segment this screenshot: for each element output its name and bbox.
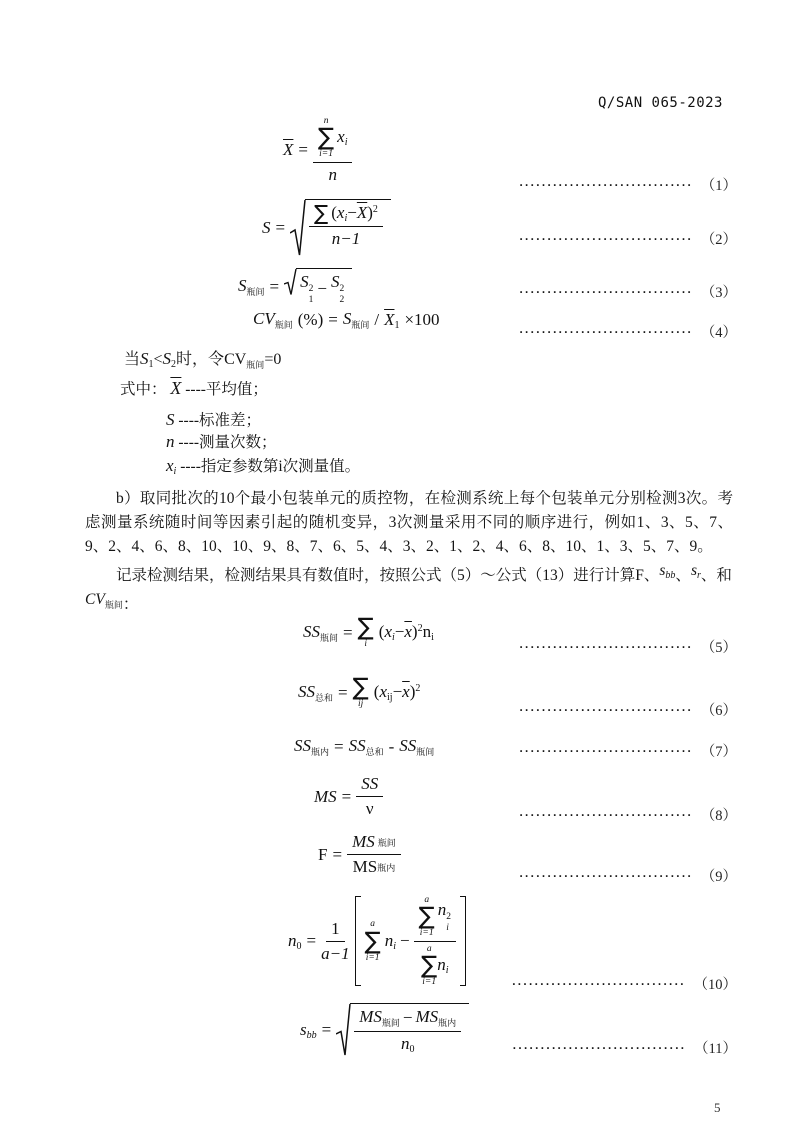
dotted-leader: ······························· xyxy=(519,639,693,654)
less-than: < xyxy=(153,351,163,368)
s-between-symbol: $S_{瓶间}$ xyxy=(342,309,370,330)
fraction xyxy=(313,116,353,185)
dotted-leader: ······························· xyxy=(519,868,693,883)
ss-between-symbol: $SS_{瓶间}$ xyxy=(303,621,339,643)
eq-ref-10 xyxy=(512,973,737,994)
sum-lower-limit: i=1 xyxy=(419,928,434,939)
sum-lower-limit: i=1 xyxy=(365,952,380,963)
sum-upper-limit: n xyxy=(323,116,329,126)
sigma-glyph: ∑ xyxy=(357,613,374,641)
eq-ref-9 xyxy=(519,865,737,886)
sum-lower-limit: i=1 xyxy=(422,976,437,987)
xbar1-symbol: $\overline{X}_1$ xyxy=(384,309,400,331)
square-root xyxy=(284,268,352,306)
eq-number-10: （10） xyxy=(693,977,737,993)
squared-deviation: $(x_{ij}-\overline{x})^2$ xyxy=(373,682,421,704)
equals-sign: = xyxy=(334,737,344,756)
formula-sd xyxy=(262,199,391,257)
summation-symbol xyxy=(357,613,374,649)
minus-sign: − xyxy=(402,1008,413,1027)
n-i-squared: n 2 i xyxy=(437,899,452,933)
n0-symbol: $n_0$ xyxy=(288,930,302,952)
squared-deviation-ni: $(x_i-\overline{x})^2n_i$ xyxy=(378,622,434,644)
equals-sign: = xyxy=(306,931,317,951)
denominator-a-1: a−1 xyxy=(321,943,350,963)
text: =0 xyxy=(264,351,282,368)
equals-sign: = xyxy=(321,1020,332,1039)
s-symbol: S xyxy=(166,410,175,429)
xi-description: ----指定参数第i次测量值。 xyxy=(180,458,361,475)
sum-upper-limit: a xyxy=(424,895,430,905)
eq-ref-8 xyxy=(519,804,737,825)
s-description: ----标准差； xyxy=(178,412,262,429)
formula-cv-between xyxy=(253,309,440,331)
eq-ref-3 xyxy=(519,281,737,302)
paragraph-b: b）取同批次的10个最小包装单元的质控物，在检测系统上每个包装单元分别检测3次。考虑测量系统随时间等因素引起的随机变异，3次测量采用不同的顺序进行，例如1、3、5、7、9、2、4、6、8、10、10、9、8、7、6、5、4、3、2、1、2、4、6、8、10、1、3、5、7、9。 xyxy=(85,490,733,555)
sum-upper-limit: a xyxy=(370,919,376,930)
equals-sign: = xyxy=(332,844,343,864)
xbar-symbol: $\overline{X}$ xyxy=(283,140,294,160)
eq-ref-1 xyxy=(519,174,737,195)
equals-sign: = xyxy=(343,622,353,642)
equals-sign: = xyxy=(328,310,338,329)
ms-between-symbol: $MS_{瓶间}$ xyxy=(359,1007,400,1028)
eq-number-6: （6） xyxy=(700,703,737,719)
ss-total-symbol: $SS_{总和}$ xyxy=(348,736,384,757)
dotted-leader: ······························· xyxy=(519,702,693,717)
fraction xyxy=(414,895,456,987)
percent-label: (%) xyxy=(297,310,324,329)
text: ： xyxy=(122,596,139,613)
cv-symbol: CV xyxy=(224,351,247,368)
fraction xyxy=(321,919,349,964)
sbb-symbol: $s_{bb}$ xyxy=(659,562,676,581)
dotted-leader: ······························· xyxy=(511,976,686,991)
eq-number-2: （2） xyxy=(700,232,737,248)
right-bracket xyxy=(460,896,466,986)
eq-number-5: （5） xyxy=(700,640,737,656)
squared-deviation: $(x_i-\overline{X})^2$ xyxy=(331,203,378,224)
ss-within-symbol: $SS_{瓶内}$ xyxy=(294,736,330,757)
dotted-leader: ······························· xyxy=(519,743,693,758)
divide-sign: / xyxy=(374,310,380,329)
paragraph-record xyxy=(85,564,750,622)
dotted-leader: ······························· xyxy=(519,231,693,246)
n-description: ----测量次数； xyxy=(178,434,277,451)
sum-lower-limit: i=1 xyxy=(319,149,333,160)
where-line-s xyxy=(166,408,261,430)
ss-total-symbol: $SS_{总和}$ xyxy=(298,681,334,703)
s2-symbol: S xyxy=(162,349,172,368)
eq-ref-6 xyxy=(519,699,737,720)
cv-between-symbol: $CV_{瓶间}$ xyxy=(253,309,293,330)
formula-s-between xyxy=(238,268,352,306)
eq-number-1: （1） xyxy=(700,178,737,194)
s1-squared: S 2 1 xyxy=(300,272,314,305)
where-line-xbar xyxy=(120,377,268,399)
fraction xyxy=(347,832,401,877)
text: 、和 xyxy=(700,567,732,584)
cv-between-symbol: $CV_{瓶间}$ xyxy=(85,591,123,610)
x-sub-i: $x_i$ xyxy=(337,127,348,149)
square-root xyxy=(336,1003,469,1057)
where-line-xi: $x_i$ ----指定参数第i次测量值。 xyxy=(166,456,361,477)
eq-number-9: （9） xyxy=(700,869,737,885)
summation-symbol xyxy=(352,673,369,709)
sigma-glyph: ∑ xyxy=(364,926,381,955)
text: 记录检测结果，检测结果具有数值时，按照公式（5）～公式（13）进行计算F、 xyxy=(116,567,660,584)
dotted-leader: ······························· xyxy=(519,807,693,822)
eq-number-11: （11） xyxy=(694,1041,737,1057)
condition-line: 当$S_1<S_2$时，令$CV_{瓶间}=0$ xyxy=(124,349,282,370)
document-code: Q/SAN 065-2023 xyxy=(597,95,723,111)
summation-symbol xyxy=(365,919,381,963)
minus-sign: − xyxy=(317,278,327,298)
n-symbol: n xyxy=(166,432,175,451)
numerator-1: 1 xyxy=(326,919,345,942)
formula-ss-within xyxy=(294,736,434,758)
radical-sign xyxy=(336,1003,351,1057)
dotted-leader: ······························· xyxy=(512,1040,687,1055)
text: 时，令 xyxy=(176,351,225,368)
text: 、 xyxy=(675,567,691,584)
s-between-symbol: $S_{瓶间}$ xyxy=(238,275,265,297)
sum-lower-limit: ij xyxy=(358,698,364,709)
times-100: ×100 xyxy=(404,310,440,329)
summation-symbol xyxy=(421,944,437,988)
text: 当 xyxy=(124,351,141,368)
xi-symbol: x xyxy=(166,456,174,475)
s-symbol: S xyxy=(262,218,271,237)
eq-ref-11 xyxy=(512,1037,737,1058)
eq-ref-7 xyxy=(519,740,737,761)
bracket-group xyxy=(355,895,466,987)
denominator-n-1: n−1 xyxy=(331,229,361,248)
eq-ref-5 xyxy=(519,636,737,657)
page-number: 5 xyxy=(714,1100,721,1115)
equals-sign: = xyxy=(269,276,280,296)
sbb-symbol: $s_{bb}$ xyxy=(300,1019,317,1041)
denominator-nu: ν xyxy=(365,799,374,818)
formula-ss-between xyxy=(303,613,434,649)
equals-sign: = xyxy=(338,682,348,702)
where-label: 式中： xyxy=(120,381,167,398)
n0-symbol: $n_0$ xyxy=(400,1034,415,1055)
eq-number-8: （8） xyxy=(700,808,737,824)
eq-ref-4 xyxy=(519,321,737,342)
formula-sbb xyxy=(300,1003,469,1057)
square-root xyxy=(290,199,391,257)
sum-lower-limit: i xyxy=(364,638,368,649)
eq-number-7: （7） xyxy=(700,744,737,760)
n-sub-i: $n_i$ xyxy=(437,955,449,976)
eq-number-3: （3） xyxy=(700,285,737,301)
summation-symbol xyxy=(318,116,334,160)
eq-number-4: （4） xyxy=(700,325,737,341)
numerator-ss: SS xyxy=(356,774,383,797)
summation-symbol xyxy=(419,895,435,939)
sr-symbol: $s_r$ xyxy=(690,562,701,581)
s2-squared: S 2 2 xyxy=(330,272,345,305)
sigma-glyph: ∑ xyxy=(352,673,369,701)
dotted-leader: ······························· xyxy=(519,284,693,299)
fraction xyxy=(354,1007,461,1055)
n-sub-i: $n_i$ xyxy=(384,930,397,952)
sigma-glyph: ∑ xyxy=(418,902,435,931)
ss-between-symbol: $SS_{瓶间}$ xyxy=(399,736,435,757)
equals-sign: = xyxy=(275,218,286,237)
minus-sign: − xyxy=(400,931,410,951)
left-bracket xyxy=(355,896,361,986)
ms-symbol: MS xyxy=(314,786,337,806)
sigma-glyph: ∑ xyxy=(317,123,335,152)
denominator-ms-within: MS 瓶内 xyxy=(352,857,396,876)
dotted-leader: ······························· xyxy=(519,324,693,339)
equals-sign: = xyxy=(341,786,352,806)
formula-f xyxy=(318,832,401,877)
where-line-n xyxy=(166,430,277,452)
numerator-ms-between: MS 瓶间 xyxy=(347,832,401,855)
minus-sign: - xyxy=(388,737,395,756)
ms-within-symbol: $MS_{瓶内}$ xyxy=(415,1007,457,1028)
dotted-leader: ······························· xyxy=(519,177,693,192)
fraction xyxy=(309,200,383,249)
f-symbol: F xyxy=(318,844,328,864)
sum-upper-limit: a xyxy=(426,943,432,954)
s1-symbol: S xyxy=(140,349,149,368)
formula-ms xyxy=(314,774,383,819)
radical-sign xyxy=(290,199,306,257)
xbar-description: ----平均值； xyxy=(185,381,268,398)
sigma-glyph: ∑ xyxy=(314,200,329,225)
denominator-n: n xyxy=(328,164,337,184)
eq-ref-2 xyxy=(519,228,737,249)
equals-sign: = xyxy=(298,140,308,160)
sigma-glyph: ∑ xyxy=(421,951,438,980)
formula-mean xyxy=(283,116,352,185)
formula-ss-total xyxy=(298,673,421,709)
fraction xyxy=(356,774,383,819)
xbar-symbol: $\overline{X}$ xyxy=(170,378,182,398)
formula-n0 xyxy=(288,895,466,987)
